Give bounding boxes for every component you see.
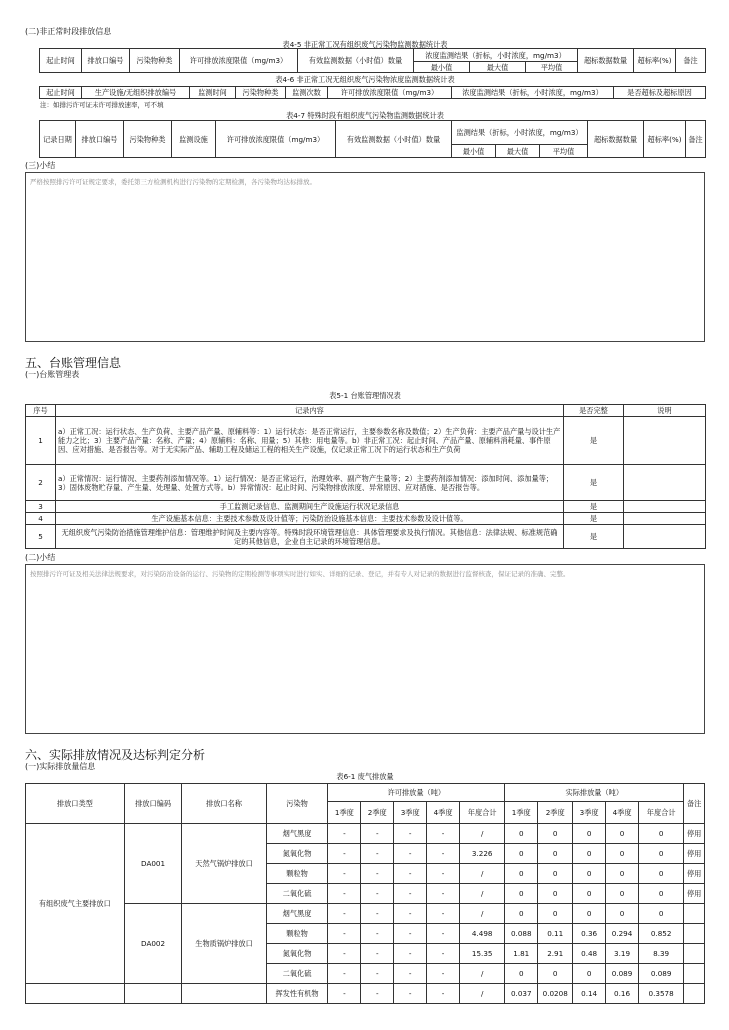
t61-h-code: 排放口编码 — [124, 784, 182, 824]
t45-h-exceed-count: 超标数据数量 — [578, 49, 634, 73]
t61-h-q4: 4季度 — [427, 802, 460, 824]
t61-h-pollutant: 污染物 — [266, 784, 328, 824]
permit-cell: 15.35 — [460, 944, 505, 964]
t45-h-exceed-rate: 超标率(%) — [634, 49, 676, 73]
remark-cell: 停用 — [684, 884, 705, 904]
permit-cell: - — [427, 964, 460, 984]
actual-cell: 0 — [505, 824, 538, 844]
actual-cell: 0.0208 — [538, 984, 573, 1004]
permit-cell: - — [394, 904, 427, 924]
actual-cell: 0.089 — [639, 964, 684, 984]
actual-cell: 0 — [573, 824, 606, 844]
t47-h-count: 有效监测数据（小时值）数量 — [336, 121, 452, 158]
summary5-box[interactable]: 按照排污许可证及相关法律法规要求，对污染防治设备的运行、污染物的定期检测等事项实时进行如实、详细的记录、登记，并有专人对记录的数据进行监督核查，保证记录的准确、完整。 — [25, 564, 705, 734]
t46-h-pollutant: 污染物种类 — [236, 87, 286, 99]
actual-cell: 2.91 — [538, 944, 573, 964]
t47-h-remark: 备注 — [686, 121, 706, 158]
permit-cell: - — [361, 944, 394, 964]
table-4-5-caption: 表4-5 非正常工况有组织废气污染物监测数据统计表 — [282, 40, 448, 49]
table-4-7 — [39, 120, 706, 158]
outlet-name-cell: 生物质锅炉排放口 — [182, 904, 266, 984]
actual-cell: 0.088 — [505, 924, 538, 944]
t47-h-facility: 监测设施 — [172, 121, 216, 158]
actual-cell: 0 — [606, 904, 639, 924]
table-4-7-caption: 表4-7 特殊时段有组织废气污染物监测数据统计表 — [286, 111, 444, 120]
t61-h-q2: 2季度 — [361, 802, 394, 824]
t45-h-pollutant: 污染物种类 — [130, 49, 180, 73]
table-row — [26, 904, 705, 924]
t47-h-date: 记录日期 — [40, 121, 76, 158]
actual-cell: 0 — [573, 904, 606, 924]
t47-h-avg: 平均值 — [540, 145, 588, 158]
permit-cell: - — [394, 844, 427, 864]
actual-cell: 0.089 — [606, 964, 639, 984]
actual-cell: 8.39 — [639, 944, 684, 964]
t46-h-facility: 生产设施/无组织排放编号 — [82, 87, 190, 99]
t51-no: 1 — [26, 417, 56, 465]
permit-cell: - — [361, 824, 394, 844]
table-row — [26, 525, 706, 549]
permit-cell: - — [361, 964, 394, 984]
actual-cell: 0 — [538, 824, 573, 844]
actual-cell: 0.294 — [606, 924, 639, 944]
table-4-5 — [39, 48, 706, 73]
outlet-code-cell: DA001 — [124, 824, 182, 904]
table-row — [26, 501, 706, 513]
t51-note — [624, 417, 706, 465]
actual-cell: 0 — [606, 884, 639, 904]
permit-cell: - — [394, 864, 427, 884]
t61-h-q2: 2季度 — [538, 802, 573, 824]
actual-cell: 0.16 — [606, 984, 639, 1004]
actual-cell: 0 — [505, 844, 538, 864]
permit-cell: - — [328, 904, 361, 924]
t51-h-no: 序号 — [26, 405, 56, 417]
t61-h-q3: 3季度 — [573, 802, 606, 824]
actual-cell: 0 — [639, 904, 684, 924]
t51-note — [624, 465, 706, 501]
t51-h-complete: 是否完整 — [564, 405, 624, 417]
table-row — [26, 513, 706, 525]
section-abnormal-title: (二)非正常时段排放信息 — [25, 27, 112, 36]
actual-cell: 3.19 — [606, 944, 639, 964]
t61-h-remark: 备注 — [684, 784, 705, 824]
pollutant-cell: 挥发性有机物 — [266, 984, 328, 1004]
t46-h-limit: 许可排放浓度限值（mg/m3） — [328, 87, 452, 99]
pollutant-cell: 氮氧化物 — [266, 944, 328, 964]
t51-h-content: 记录内容 — [56, 405, 564, 417]
table-4-6-caption: 表4-6 非正常工况无组织废气污染物浓度监测数据统计表 — [275, 75, 455, 84]
t51-content: 无组织废气污染防治措施管理维护信息：管理维护时间及主要内容等。特殊时段环境管理信息：具体管理要求及执行情况。其他信息：法律法规、标准规范确定的其他信息，企业自主记录的环境管理信息。 — [56, 525, 564, 549]
t46-h-times: 监测次数 — [286, 87, 328, 99]
sec6-sub: (一)实际排放量信息 — [25, 762, 96, 771]
actual-cell: 0 — [606, 844, 639, 864]
t51-complete: 是 — [564, 465, 624, 501]
pollutant-cell: 烟气黑度 — [266, 824, 328, 844]
t51-complete: 是 — [564, 417, 624, 465]
t51-note — [624, 513, 706, 525]
permit-cell: - — [361, 904, 394, 924]
t61-h-q3: 3季度 — [394, 802, 427, 824]
t51-no: 2 — [26, 465, 56, 501]
actual-cell: 0.11 — [538, 924, 573, 944]
outlet-name-cell: 天然气锅炉排放口 — [182, 824, 266, 904]
t47-h-pollutant: 污染物种类 — [124, 121, 172, 158]
t61-h-type: 排放口类型 — [26, 784, 125, 824]
actual-cell: 0 — [639, 884, 684, 904]
actual-cell: 0.3578 — [639, 984, 684, 1004]
t45-h-max: 最大值 — [470, 62, 526, 73]
t46-h-monitor-time: 监测时间 — [190, 87, 236, 99]
table-6-1-caption: 表6-1 废气排放量 — [336, 772, 394, 781]
outlet-code-cell — [124, 984, 182, 1004]
remark-cell — [684, 964, 705, 984]
permit-cell: / — [460, 864, 505, 884]
remark-cell — [684, 944, 705, 964]
permit-cell: - — [328, 944, 361, 964]
actual-cell: 0 — [573, 844, 606, 864]
actual-cell: 0 — [505, 964, 538, 984]
t61-h-year: 年度合计 — [460, 802, 505, 824]
permit-cell: - — [328, 844, 361, 864]
actual-cell: 0 — [505, 884, 538, 904]
permit-cell: - — [328, 824, 361, 844]
t61-h-q1: 1季度 — [328, 802, 361, 824]
permit-cell: - — [328, 964, 361, 984]
summary3-box[interactable]: 严格按照排污许可证规定要求，委托第三方检测机构进行污染物的定期检测，各污染物均达标排放。 — [25, 172, 705, 342]
actual-cell: 0 — [573, 884, 606, 904]
t45-h-outlet: 排放口编号 — [82, 49, 130, 73]
actual-cell: 0 — [639, 844, 684, 864]
permit-cell: / — [460, 904, 505, 924]
t47-h-result: 监测结果（折标，小时浓度，mg/m3） — [452, 121, 588, 145]
permit-cell: - — [394, 924, 427, 944]
t47-h-limit: 许可排放浓度限值（mg/m3） — [216, 121, 336, 158]
outlet-name-cell — [182, 984, 266, 1004]
permit-cell: / — [460, 884, 505, 904]
permit-cell: - — [427, 824, 460, 844]
permit-cell: - — [361, 984, 394, 1004]
t47-h-exceed-count: 超标数据数量 — [588, 121, 644, 158]
remark-cell — [684, 984, 705, 1004]
t51-content: a）正常情况：运行情况、主要药剂添加情况等。1）运行情况：是否正常运行，治理效率、副产物产生量等；2）主要药剂添加情况：添加时间、添加量等；3）固体废物贮存量、产生量、处理量、处置方式等。b）异常情况：起止时间、污染物排放浓度、异常原因、应对措施、是否报告等。 — [56, 465, 564, 501]
t51-h-note: 说明 — [624, 405, 706, 417]
table-6-1 — [25, 783, 705, 1004]
permit-cell: - — [361, 924, 394, 944]
pollutant-cell: 二氧化硫 — [266, 884, 328, 904]
permit-cell: - — [394, 944, 427, 964]
permit-cell: - — [427, 984, 460, 1004]
permit-cell: - — [394, 984, 427, 1004]
t61-h-name: 排放口名称 — [182, 784, 266, 824]
remark-cell: 停用 — [684, 864, 705, 884]
table-5-1-caption: 表5-1 台账管理情况表 — [329, 391, 401, 400]
permit-cell: - — [394, 964, 427, 984]
permit-cell: - — [328, 984, 361, 1004]
permit-cell: 3.226 — [460, 844, 505, 864]
t51-note — [624, 525, 706, 549]
actual-cell: 0 — [573, 964, 606, 984]
actual-cell: 0 — [538, 904, 573, 924]
t46-h-time: 起止时间 — [40, 87, 82, 99]
pollutant-cell: 颗粒物 — [266, 924, 328, 944]
t47-h-min: 最小值 — [452, 145, 496, 158]
permit-cell: - — [361, 884, 394, 904]
actual-cell: 1.81 — [505, 944, 538, 964]
actual-cell: 0.852 — [639, 924, 684, 944]
t51-no: 5 — [26, 525, 56, 549]
sec6-title: 六、实际排放情况及达标判定分析 — [25, 748, 206, 762]
actual-cell: 0 — [538, 964, 573, 984]
actual-cell: 0.36 — [573, 924, 606, 944]
table-4-6 — [39, 86, 706, 99]
permit-cell: - — [328, 884, 361, 904]
t51-content: 手工监测记录信息、监测期间生产设施运行状况记录信息 — [56, 501, 564, 513]
t51-no: 3 — [26, 501, 56, 513]
t51-note — [624, 501, 706, 513]
pollutant-cell: 颗粒物 — [266, 864, 328, 884]
table-row — [26, 984, 705, 1004]
table-row — [26, 465, 706, 501]
t51-complete: 是 — [564, 525, 624, 549]
permit-cell: - — [427, 844, 460, 864]
actual-cell: 0 — [538, 844, 573, 864]
remark-cell: 停用 — [684, 844, 705, 864]
permit-cell: / — [460, 824, 505, 844]
remark-cell: 停用 — [684, 824, 705, 844]
table-row — [26, 417, 706, 465]
actual-cell: 0 — [505, 864, 538, 884]
permit-cell: - — [427, 944, 460, 964]
t45-h-count: 有效监测数据（小时值）数量 — [298, 49, 414, 73]
t51-complete: 是 — [564, 513, 624, 525]
permit-cell: 4.498 — [460, 924, 505, 944]
t51-complete: 是 — [564, 501, 624, 513]
sec5-title: 五、台账管理信息 — [25, 356, 122, 370]
permit-cell: - — [328, 864, 361, 884]
t45-h-time: 起止时间 — [40, 49, 82, 73]
pollutant-cell: 烟气黑度 — [266, 904, 328, 924]
t45-h-remark: 备注 — [676, 49, 706, 73]
actual-cell: 0 — [538, 864, 573, 884]
t45-h-avg: 平均值 — [526, 62, 578, 73]
t61-h-q4: 4季度 — [606, 802, 639, 824]
actual-cell: 0 — [639, 864, 684, 884]
pollutant-cell: 氮氧化物 — [266, 844, 328, 864]
outlet-type-cell — [26, 984, 125, 1004]
actual-cell: 0 — [505, 904, 538, 924]
t45-h-result: 浓度监测结果（折标，小时浓度，mg/m3） — [414, 49, 578, 62]
remark-cell — [684, 924, 705, 944]
t47-h-max: 最大值 — [496, 145, 540, 158]
actual-cell: 0.037 — [505, 984, 538, 1004]
sec5-sub: (一)台账管理表 — [25, 370, 80, 379]
permit-cell: / — [460, 964, 505, 984]
t45-h-min: 最小值 — [414, 62, 470, 73]
t61-h-actual: 实际排放量（吨） — [505, 784, 684, 802]
permit-cell: - — [427, 924, 460, 944]
t46-h-result: 浓度监测结果（折标，小时浓度，mg/m3） — [452, 87, 614, 99]
t46-note: 注：如排污许可证未许可排放速率，可不填 — [40, 101, 164, 109]
table-5-1 — [25, 404, 706, 549]
permit-cell: - — [361, 844, 394, 864]
t61-h-permit: 许可排放量（吨） — [328, 784, 505, 802]
permit-cell: - — [328, 924, 361, 944]
permit-cell: - — [394, 824, 427, 844]
remark-cell — [684, 904, 705, 924]
table-row — [26, 824, 705, 844]
permit-cell: - — [394, 884, 427, 904]
actual-cell: 0.48 — [573, 944, 606, 964]
t51-no: 4 — [26, 513, 56, 525]
actual-cell: 0 — [538, 884, 573, 904]
permit-cell: / — [460, 984, 505, 1004]
t51-content: a）正常工况：运行状态、生产负荷、主要产品产量、原辅料等：1）运行状态：是否正常运行，主要参数名称及数值；2）生产负荷：主要产品产量与设计生产能力之比；3）主要产品产量：名称、产量；4）原辅料：名称、用量；5）其他：用电量等。b）非正常工况：起止时间、产品产量、原辅料消耗量、事件原因、应对措施、是否报告等。对于无实际产品、辅助工程及储运工程的相关生产设施，仅记录正常工况下的运行状态和生产负荷 — [56, 417, 564, 465]
permit-cell: - — [427, 884, 460, 904]
actual-cell: 0 — [639, 824, 684, 844]
pollutant-cell: 二氧化硫 — [266, 964, 328, 984]
outlet-type-cell: 有组织废气主要排放口 — [26, 824, 125, 984]
actual-cell: 0 — [606, 824, 639, 844]
summary3-title: (三)小结 — [25, 161, 56, 170]
actual-cell: 0.14 — [573, 984, 606, 1004]
t47-h-outlet: 排放口编号 — [76, 121, 124, 158]
t61-h-year: 年度合计 — [639, 802, 684, 824]
t61-h-q1: 1季度 — [505, 802, 538, 824]
summary5-title: (二)小结 — [25, 553, 56, 562]
actual-cell: 0 — [573, 864, 606, 884]
actual-cell: 0 — [606, 864, 639, 884]
t47-h-exceed-rate: 超标率(%) — [644, 121, 686, 158]
permit-cell: - — [427, 904, 460, 924]
outlet-code-cell: DA002 — [124, 904, 182, 984]
t46-h-exceed: 是否超标及超标原因 — [614, 87, 706, 99]
permit-cell: - — [427, 864, 460, 884]
t45-h-limit: 许可排放浓度限值（mg/m3） — [180, 49, 298, 73]
t51-content: 生产设施基本信息：主要技术参数及设计值等；污染防治设施基本信息：主要技术参数及设计值等。 — [56, 513, 564, 525]
permit-cell: - — [361, 864, 394, 884]
